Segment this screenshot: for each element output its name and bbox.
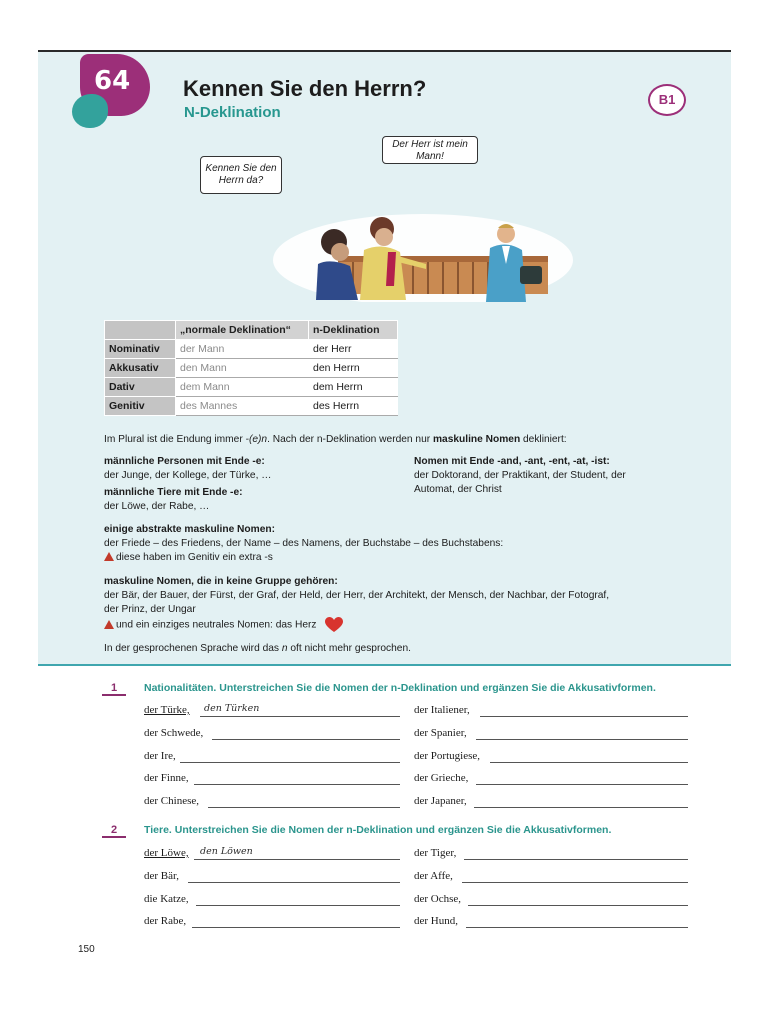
- unit-badge-accent: [72, 94, 108, 128]
- exercise-item: [144, 915, 186, 927]
- answer-line[interactable]: [476, 739, 688, 740]
- answer-line[interactable]: [194, 859, 400, 860]
- exercise-item: [414, 870, 453, 882]
- exercise-title: Nationalitäten. Unterstreichen Sie die Nomen der n-Deklination und ergänzen Sie die Akkusativformen.: [144, 682, 656, 694]
- answer-line[interactable]: [212, 739, 400, 740]
- noun-label: der Ochse,: [414, 893, 462, 905]
- abstract-examples: der Friede – des Friedens, der Name – des Namens, der Buchstabe – des Buchstabens:: [104, 538, 504, 549]
- scene-illustration: [258, 182, 588, 302]
- ndek-cell: des Herrn: [309, 397, 398, 416]
- answer-line[interactable]: [208, 807, 400, 808]
- text-span: In der gesprochenen Sprache wird das: [104, 643, 282, 654]
- normal-cell: der Mann: [176, 340, 309, 359]
- answer-line[interactable]: [476, 784, 688, 785]
- table-header-cell: n-Deklination: [309, 321, 398, 340]
- table-row: [105, 340, 398, 359]
- ndek-cell: den Herrn: [309, 359, 398, 378]
- noun-label: die Katze,: [144, 893, 189, 905]
- handwritten-answer: den Türken: [204, 703, 260, 714]
- case-cell: Dativ: [105, 378, 176, 397]
- exercise-item: [414, 893, 461, 905]
- answer-line[interactable]: [194, 784, 400, 785]
- page-title: Kennen Sie den Herrn?: [183, 76, 427, 101]
- illustration: [258, 182, 588, 307]
- noun-label: der Portugiese,: [414, 750, 480, 762]
- ndek-cell: dem Herrn: [309, 378, 398, 397]
- exercises-section: [38, 666, 731, 977]
- answer-line[interactable]: [188, 882, 400, 883]
- text-span: Nomen mit Ende -and, -ant, -ent, -at, -ist:: [414, 456, 610, 467]
- noun-label: der Grieche,: [414, 772, 469, 784]
- noun-label: der Löwe,: [144, 847, 189, 859]
- text-span: maskuline Nomen, die in keine Gruppe gehören:: [104, 576, 338, 587]
- normal-cell: dem Mann: [176, 378, 309, 397]
- other-heading: [104, 575, 338, 589]
- table-row: [105, 397, 398, 416]
- normal-cell: den Mann: [176, 359, 309, 378]
- exercise-item: [144, 772, 189, 784]
- table-header-cell: „normale Deklination“: [176, 321, 309, 340]
- exercise-item: [144, 893, 189, 905]
- abstract-heading: [104, 523, 275, 537]
- speech-bubble-left: Kennen Sie den Herrn da?: [200, 156, 282, 194]
- exercise-item: [144, 750, 176, 762]
- persons-examples: der Junge, der Kollege, der Türke, …: [104, 470, 272, 481]
- other-examples-2: der Prinz, der Ungar: [104, 604, 196, 615]
- declination-table: [104, 320, 398, 416]
- heart-icon: [325, 617, 343, 633]
- noun-label: der Bär,: [144, 870, 179, 882]
- exercise-item: [414, 772, 468, 784]
- text-span: diese haben im Genitiv ein extra -s: [116, 552, 273, 563]
- noun-label: der Tiger,: [414, 847, 457, 859]
- case-cell: Akkusativ: [105, 359, 176, 378]
- noun-label: der Schwede,: [144, 727, 204, 739]
- answer-line[interactable]: [200, 716, 400, 717]
- animals-heading: [104, 486, 243, 500]
- noun-label: der Chinese,: [144, 795, 199, 807]
- answer-line[interactable]: [196, 905, 400, 906]
- text-span: n: [281, 643, 288, 654]
- page-number: 150: [78, 944, 95, 955]
- noun-label: der Finne,: [144, 772, 189, 784]
- grammar-panel: [38, 52, 731, 666]
- answer-line[interactable]: [180, 762, 400, 763]
- nouns-examples-1: der Doktorand, der Praktikant, der Student, der: [414, 470, 626, 481]
- page-subtitle: N-Deklination: [184, 104, 281, 121]
- exercise-title: Tiere. Unterstreichen Sie die Nomen der n-Deklination und ergänzen Sie die Akkusativformen.: [144, 824, 612, 836]
- text-span: . Nach der n-Deklination werden nur: [267, 434, 433, 445]
- answer-line[interactable]: [462, 882, 688, 883]
- table-row: [105, 378, 398, 397]
- other-examples-1: der Bär, der Bauer, der Fürst, der Graf, der Held, der Herr, der Architekt, der Mensch, der Nachbar, der Fotograf,: [104, 590, 610, 601]
- table-header-row: [105, 321, 398, 340]
- text-span: einige abstrakte maskuline Nomen:: [104, 524, 275, 535]
- handwritten-answer: den Löwen: [200, 846, 253, 857]
- text-span: maskuline Nomen: [432, 434, 521, 445]
- neutral-note: [104, 617, 343, 633]
- ndek-cell: der Herr: [309, 340, 398, 359]
- speech-bubble-right: Der Herr ist mein Mann!: [382, 136, 478, 164]
- text-span: Im Plural ist die Endung immer: [104, 434, 246, 445]
- unit-number: 64: [94, 66, 131, 96]
- noun-label: der Hund,: [414, 915, 458, 927]
- exercise-item: [144, 703, 260, 716]
- text-span: -(e)n: [245, 434, 268, 445]
- normal-cell: des Mannes: [176, 397, 309, 416]
- table-header-cell: [105, 321, 176, 340]
- noun-label: der Spanier,: [414, 727, 467, 739]
- nouns-examples-2: Automat, der Christ: [414, 484, 502, 495]
- spoken-note: [104, 642, 411, 656]
- text-span: männliche Personen mit Ende -e:: [104, 456, 265, 467]
- noun-label: der Japaner,: [414, 795, 467, 807]
- exercise-number: 1: [102, 682, 126, 696]
- noun-label: der Türke,: [144, 704, 190, 716]
- book-page: [38, 50, 731, 977]
- exercise-item: [414, 915, 458, 927]
- abstract-note: [104, 551, 273, 565]
- case-cell: Genitiv: [105, 397, 176, 416]
- text-span: oft nicht mehr gesprochen.: [287, 643, 411, 654]
- exercise-item: [144, 846, 253, 859]
- warning-icon: [104, 552, 114, 561]
- answer-line[interactable]: [468, 905, 688, 906]
- exercise-item: [144, 727, 203, 739]
- answer-line[interactable]: [490, 762, 688, 763]
- text-span: und ein einziges neutrales Nomen: das Herz: [116, 619, 317, 631]
- answer-line[interactable]: [474, 807, 688, 808]
- text-span: männliche Tiere mit Ende -e:: [104, 487, 243, 498]
- noun-label: der Italiener,: [414, 704, 470, 716]
- exercise-item: [144, 870, 179, 882]
- text-span: dekliniert:: [520, 434, 567, 445]
- exercise-item: [414, 750, 480, 762]
- table-row: [105, 359, 398, 378]
- answer-line[interactable]: [464, 859, 688, 860]
- exercise-item: [414, 795, 467, 807]
- exercise-item: [414, 704, 470, 716]
- noun-label: der Affe,: [414, 870, 453, 882]
- answer-line[interactable]: [480, 716, 688, 717]
- nouns-heading: [414, 455, 610, 469]
- persons-heading: [104, 455, 265, 469]
- exercise-item: [144, 795, 199, 807]
- level-badge: B1: [648, 84, 686, 116]
- exercise-item: [414, 727, 467, 739]
- warning-icon: [104, 620, 114, 629]
- exercise-item: [414, 847, 456, 859]
- exercise-number: 2: [102, 824, 126, 838]
- answer-line[interactable]: [466, 927, 688, 928]
- case-cell: Nominativ: [105, 340, 176, 359]
- answer-line[interactable]: [192, 927, 400, 928]
- noun-label: der Ire,: [144, 750, 176, 762]
- animals-examples: der Löwe, der Rabe, …: [104, 501, 210, 512]
- noun-label: der Rabe,: [144, 915, 187, 927]
- plural-rule: [104, 433, 567, 447]
